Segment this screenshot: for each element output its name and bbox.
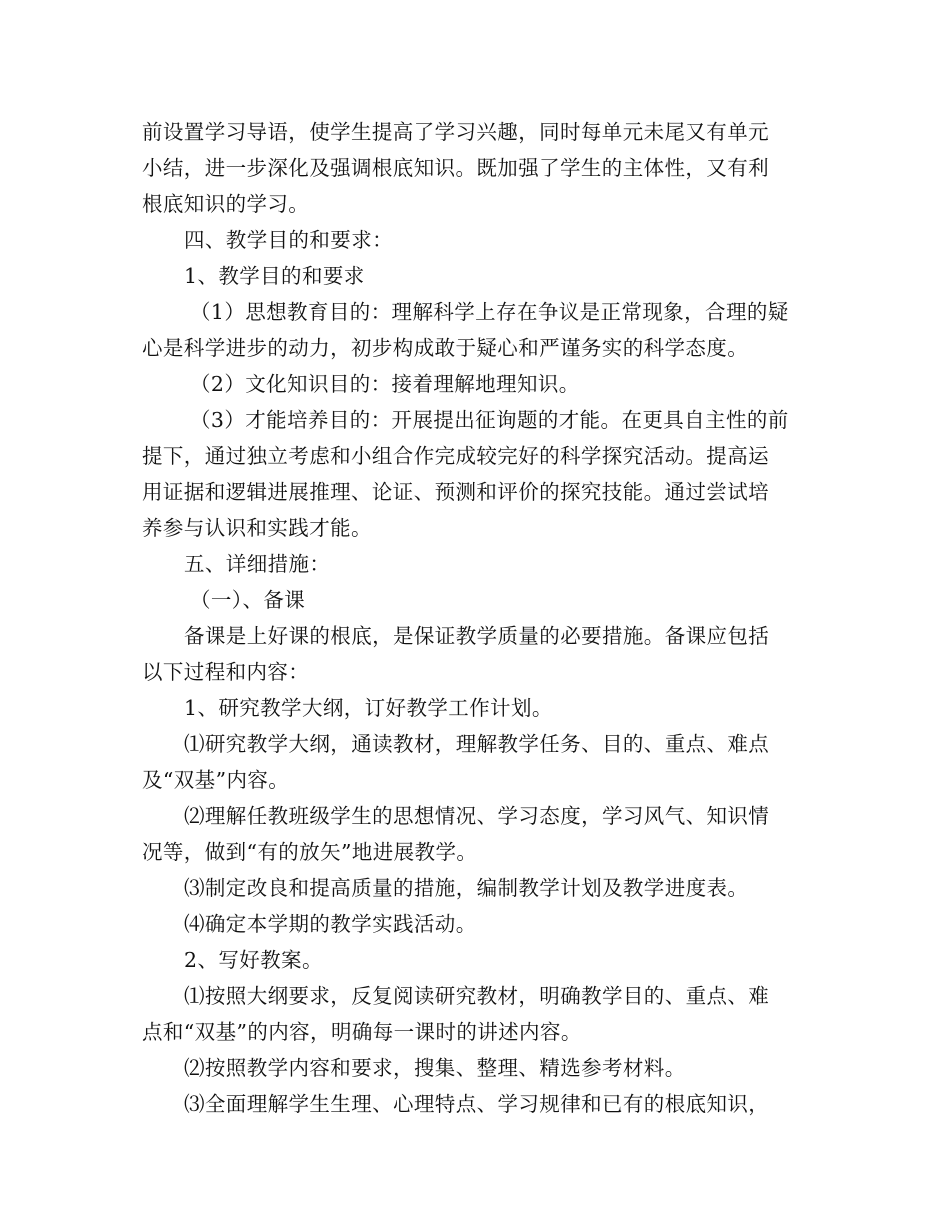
text-line-2: 小结，进一步深化及强调根底知识。既加强了学生的主体性，又有利 bbox=[142, 156, 769, 180]
text-line-9: （3）才能培养目的：开展提出征询题的才能。在更具自主性的前 bbox=[190, 408, 789, 432]
text-line-27: ⑵按照教学内容和要求，搜集、整理、精选参考材料。 bbox=[184, 1056, 686, 1080]
text-line-8: （2）文化知识目的：接着理解地理知识。 bbox=[190, 372, 580, 396]
text-line-22: ⑶制定改良和提高质量的措施，编制教学计划及教学进度表。 bbox=[184, 876, 749, 900]
text-line-24: 2、写好教案。 bbox=[184, 948, 323, 972]
subsection-heading-prep: （一）、备课 bbox=[190, 588, 306, 612]
text-line-26: 点和“双基”的内容，明确每一课时的讲述内容。 bbox=[142, 1020, 582, 1044]
text-line-6: （1）思想教育目的：理解科学上存在争议是正常现象，合理的疑 bbox=[190, 300, 789, 324]
text-line-15: 备课是上好课的根底，是保证教学质量的必要措施。备课应包括 bbox=[184, 624, 770, 648]
text-line-23: ⑷确定本学期的教学实践活动。 bbox=[184, 912, 477, 936]
text-line-20: ⑵理解任教班级学生的思想情况、学习态度，学习风气、知识情 bbox=[184, 804, 770, 828]
text-line-28: ⑶全面理解学生生理、心理特点、学习规律和已有的根底知识， bbox=[184, 1092, 770, 1116]
text-line-17: 1、研究教学大纲，订好教学工作计划。 bbox=[184, 696, 553, 720]
text-line-19: 及“双基”内容。 bbox=[142, 768, 290, 792]
subsection-heading-1: 1、教学目的和要求 bbox=[184, 264, 365, 288]
section-heading-5: 五、详细措施： bbox=[184, 552, 331, 576]
text-line-10: 提下，通过独立考虑和小组合作完成较完好的科学探究活动。提高运 bbox=[142, 444, 769, 468]
text-line-25: ⑴按照大纲要求，反复阅读研究教材，明确教学目的、重点、难 bbox=[184, 984, 770, 1008]
text-line-11: 用证据和逻辑进展推理、论证、预测和评价的探究技能。通过尝试培 bbox=[142, 480, 769, 504]
text-line-16: 以下过程和内容： bbox=[142, 660, 310, 684]
text-line-18: ⑴研究教学大纲，通读教材，理解教学任务、目的、重点、难点 bbox=[184, 732, 770, 756]
text-line-21: 况等，做到“有的放矢”地进展教学。 bbox=[142, 840, 478, 864]
text-line-7: 心是科学进步的动力，初步构成敢于疑心和严谨务实的科学态度。 bbox=[142, 336, 749, 360]
text-line-3: 根底知识的学习。 bbox=[142, 192, 310, 216]
text-line-12: 养参与认识和实践才能。 bbox=[142, 516, 372, 540]
section-heading-4: 四、教学目的和要求： bbox=[184, 228, 393, 252]
text-line-1: 前设置学习导语，使学生提高了学习兴趣，同时每单元未尾又有单元 bbox=[142, 120, 769, 144]
